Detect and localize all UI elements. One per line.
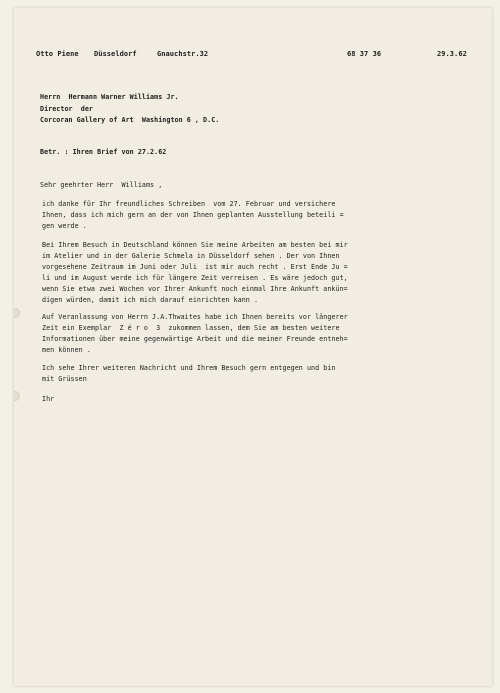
body-line: Ich sehe Ihrer weiteren Nachricht und Ihrem Besuch gern entgegen und bin bbox=[42, 364, 336, 372]
body-line: Bei Ihrem Besuch in Deutschland können Sie meine Arbeiten am besten bei mir bbox=[42, 241, 348, 249]
body-line: mit Grüssen bbox=[42, 375, 87, 383]
subject-line: Betr. : Ihren Brief von 27.2.62 bbox=[40, 148, 167, 156]
body-line: wenn Sie etwa zwei Wochen vor Ihrer Ankunft noch einmal Ihre Ankunft ankün= bbox=[42, 285, 348, 293]
punch-hole bbox=[14, 391, 20, 401]
body-line: li und im August werde ich für längere Zeit verreisen . Es wäre jedoch gut, bbox=[42, 274, 348, 282]
recipient-line: Herrn Hermann Warner Williams Jr. bbox=[40, 93, 179, 101]
punch-hole bbox=[14, 308, 20, 318]
body-line: im Atelier und in der Galerie Schmela in Düsseldorf sehen . Der von Ihnen bbox=[42, 252, 340, 260]
body-line: ich danke für Ihr freundliches Schreiben vom 27. Februar und versichere bbox=[42, 200, 336, 208]
recipient-line: Corcoran Gallery of Art Washington 6 , D.C. bbox=[40, 116, 220, 124]
letter-date: 29.3.62 bbox=[437, 50, 467, 58]
body-line: vorgesehene Zeitraum im Juni oder Juli ist mir auch recht . Erst Ende Ju = bbox=[42, 263, 348, 271]
sender-name: Otto Piene bbox=[36, 50, 79, 58]
salutation: Sehr geehrter Herr Williams , bbox=[40, 181, 163, 189]
closing: Ihr bbox=[42, 395, 55, 403]
sender-phone: 68 37 36 bbox=[347, 50, 382, 58]
body-line: Informationen über meine gegenwärtige Arbeit und die meiner Freunde entneh= bbox=[42, 335, 348, 343]
recipient-line: Director der bbox=[40, 105, 93, 113]
sender-street: Gnauchstr.32 bbox=[157, 50, 209, 58]
body-line: men können . bbox=[42, 346, 91, 354]
body-line: Zeit ein Exemplar Z é r o 3 zukommen lassen, dem Sie am besten weitere bbox=[42, 324, 340, 332]
body-line: Auf Veranlassung von Herrn J.A.Thwaites habe ich Ihnen bereits vor längerer bbox=[42, 313, 348, 321]
body-line: Ihnen, dass ich mich gern an der von Ihnen geplanten Ausstellung beteili = bbox=[42, 211, 344, 219]
letter-page bbox=[14, 8, 492, 686]
body-line: gen werde . bbox=[42, 222, 87, 230]
body-line: digen würden, damit ich mich darauf einrichten kann . bbox=[42, 296, 259, 304]
sender-city: Düsseldorf bbox=[94, 50, 137, 58]
